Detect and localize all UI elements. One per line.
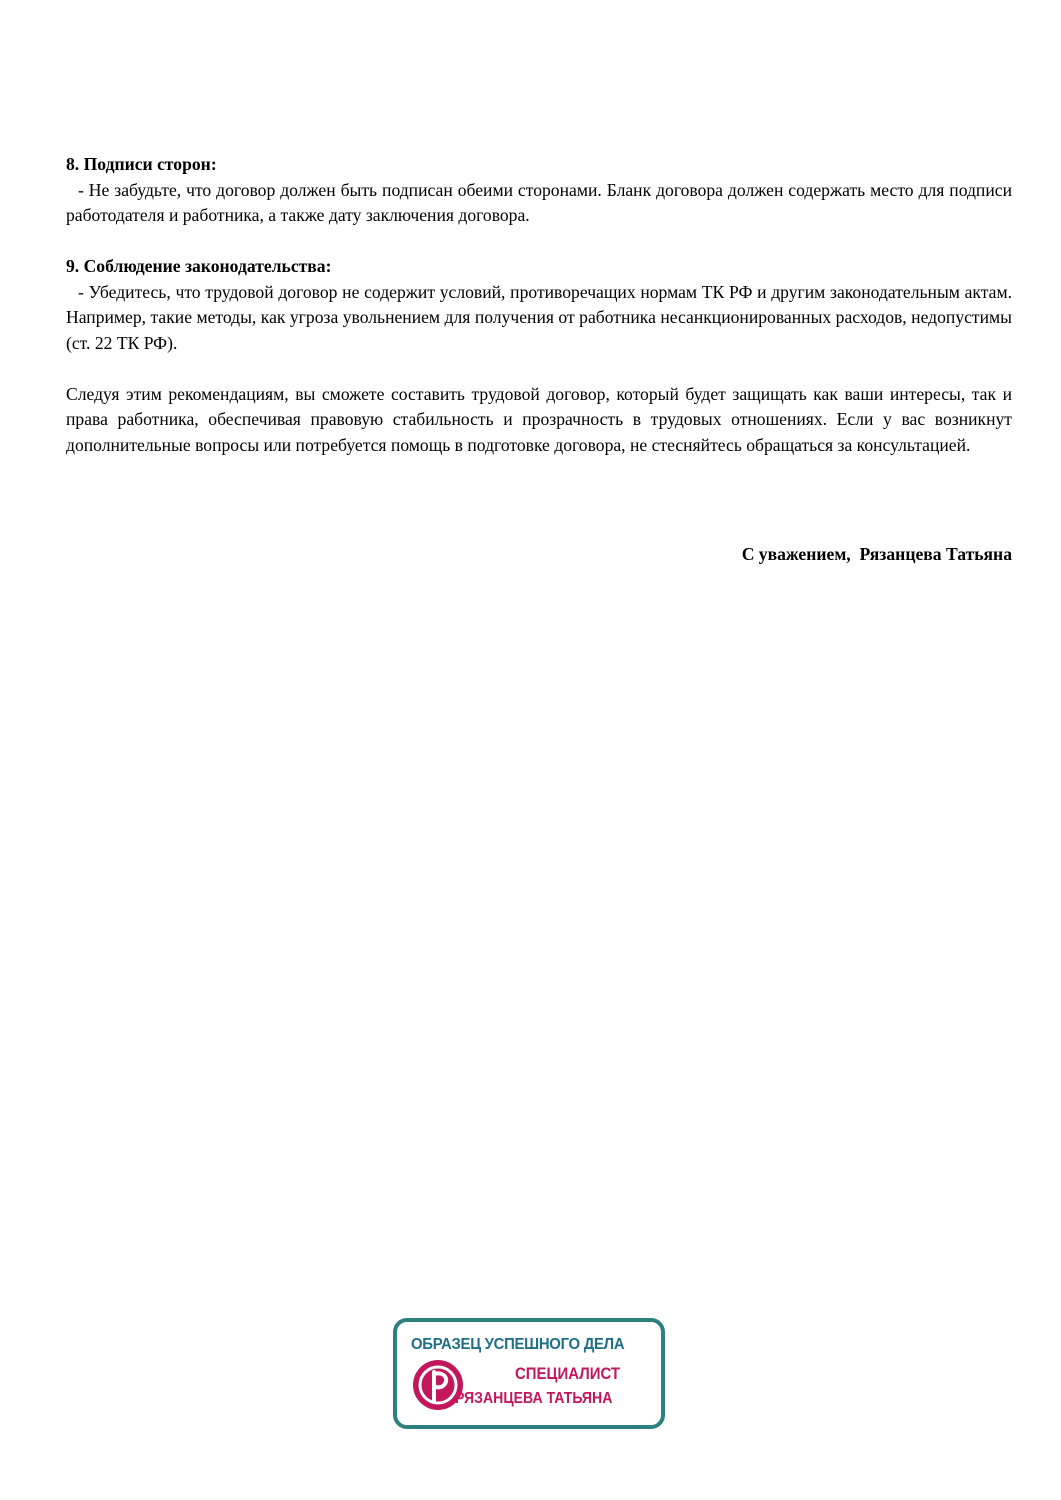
signature-line: С уважением, Рязанцева Татьяна [741, 544, 1012, 564]
section-9-heading: 9. Соблюдение законодательства: [66, 256, 332, 276]
spacer [66, 356, 1012, 382]
stamp-specialist: СПЕЦИАЛИСТ [515, 1364, 621, 1383]
stamp-name: РЯЗАНЦЕВА ТАТЬЯНА [455, 1390, 613, 1407]
document-body [66, 152, 1012, 458]
section-8-heading: 8. Подписи сторон: [66, 154, 217, 174]
closing-paragraph: Следуя этим рекомендациям, вы сможете составить трудовой договор, который будет защищать как ваши интересы, так и права работника, обеспечивая правовую стабильность и прозрачность в трудовых отношениях. Если у вас возникнут дополнительные вопросы или потребуется помощь в подготовке договора, не стесняйтесь обращаться за консультацией. [66, 383, 1012, 455]
section-8-text: - Не забудьте, что договор должен быть подписан обеими сторонами. Бланк договора должен содержать место для подписи работодателя и работника, а также дату заключения договора. [66, 179, 1012, 225]
spacer [66, 229, 1012, 255]
stamp-title: ОБРАЗЕЦ УСПЕШНОГО ДЕЛА [411, 1336, 625, 1353]
section-9-text: - Убедитесь, что трудовой договор не содержит условий, противоречащих нормам ТК РФ и другим законодательным актам. Например, такие методы, как угроза увольнением для получения от работника несанкционированных расходов, недопустимы (ст. 22 ТК РФ). [66, 281, 1012, 353]
brand-stamp [393, 1318, 665, 1429]
